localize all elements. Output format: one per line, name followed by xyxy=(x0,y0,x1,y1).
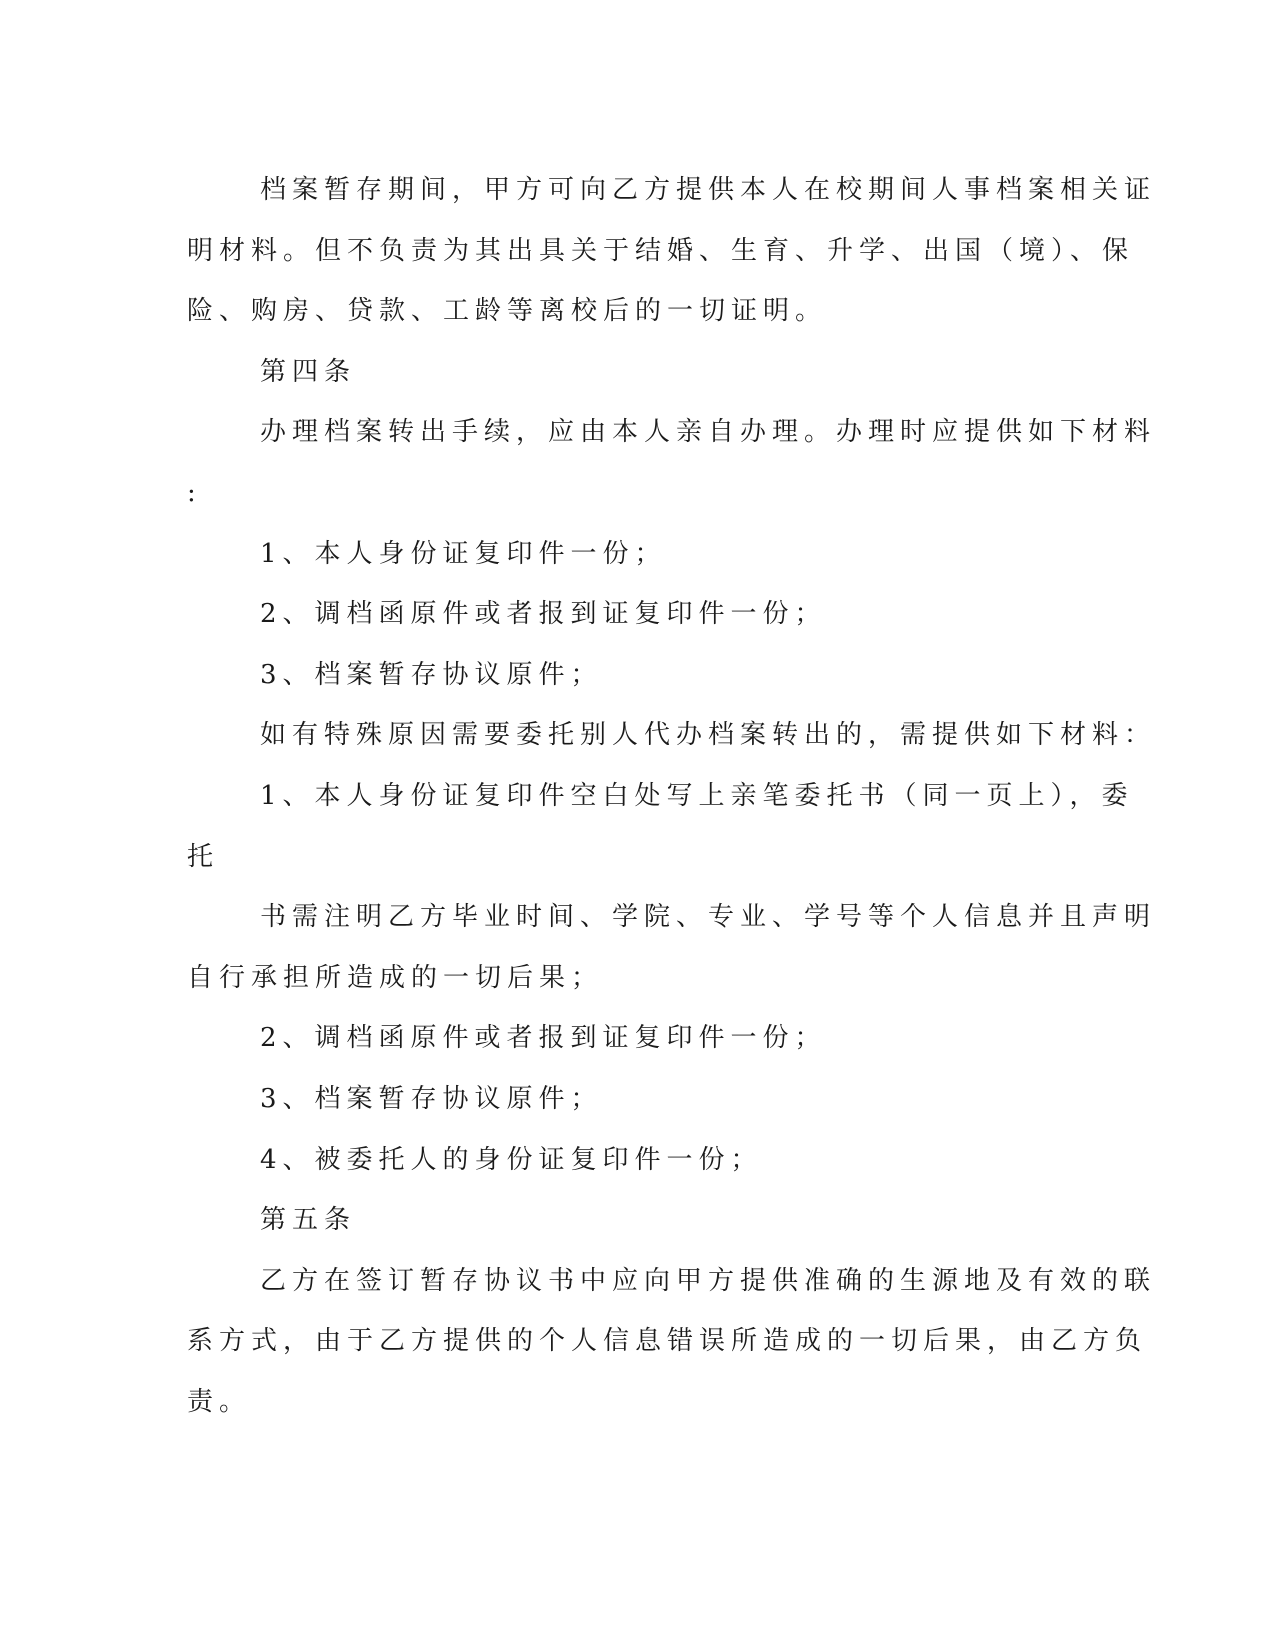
article-heading: 第四条 xyxy=(260,356,357,387)
text-line: 责。 xyxy=(187,1386,252,1417)
text-line: 明材料。但不负责为其出具关于结婚、生育、升学、出国（境）、保 xyxy=(187,235,1135,266)
text-line: 自行承担所造成的一切后果； xyxy=(187,962,604,993)
document-body xyxy=(187,160,1157,1432)
text-line: 险、购房、贷款、工龄等离校后的一切证明。 xyxy=(187,296,828,327)
text-line: 乙方在签订暂存协议书中应向甲方提供准确的生源地及有效的联 xyxy=(260,1265,1157,1296)
list-item: 4、被委托人的身份证复印件一份； xyxy=(260,1144,763,1175)
article-heading: 第五条 xyxy=(260,1205,357,1236)
list-item: 3、档案暂存协议原件； xyxy=(260,1083,603,1114)
text-line: 如有特殊原因需要委托别人代办档案转出的，需提供如下材料： xyxy=(260,720,1157,751)
text-line: 办理档案转出手续，应由本人亲自办理。办理时应提供如下材料 xyxy=(260,417,1157,448)
text-line: 系方式，由于乙方提供的个人信息错误所造成的一切后果，由乙方负 xyxy=(187,1326,1148,1357)
list-item: 1、本人身份证复印件空白处写上亲笔委托书（同一页上），委 xyxy=(260,780,1134,811)
list-item: 2、调档函原件或者报到证复印件一份； xyxy=(260,599,827,630)
text-line: 档案暂存期间，甲方可向乙方提供本人在校期间人事档案相关证 xyxy=(260,175,1157,205)
text-line: 托 xyxy=(187,841,220,872)
list-item: 2、调档函原件或者报到证复印件一份； xyxy=(260,1023,827,1054)
list-item: 1、本人身份证复印件一份； xyxy=(260,538,667,569)
text-line: 书需注明乙方毕业时间、学院、专业、学号等个人信息并且声明 xyxy=(260,902,1157,933)
list-item: 3、档案暂存协议原件； xyxy=(260,659,603,690)
text-line: : xyxy=(187,477,202,508)
